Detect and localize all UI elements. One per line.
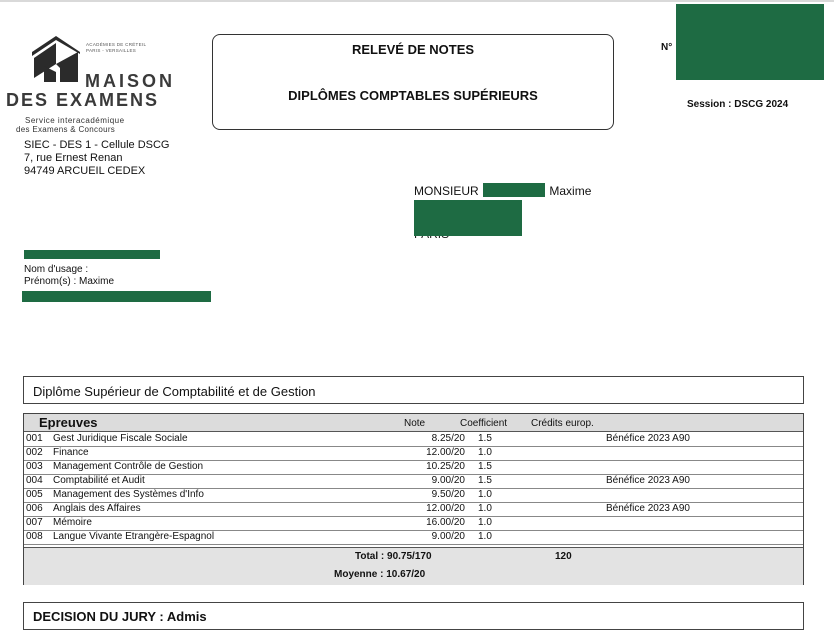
header-note: Note bbox=[404, 418, 426, 429]
row-code: 007 bbox=[26, 517, 43, 528]
row-coef: 1.5 bbox=[478, 433, 492, 444]
redacted-surname bbox=[483, 183, 545, 197]
total-credits: 120 bbox=[555, 551, 572, 562]
row-coef: 1.5 bbox=[478, 475, 492, 486]
diploma-title: Diplôme Supérieur de Comptabilité et de Gestion bbox=[33, 384, 316, 399]
table-row bbox=[24, 488, 803, 503]
row-note: 9.00/20 bbox=[431, 475, 465, 486]
row-name: Gest Juridique Fiscale Sociale bbox=[53, 433, 188, 444]
row-coef: 1.0 bbox=[478, 531, 492, 542]
academies-text: ACADÉMIES DE CRÉTEIL PARIS - VERSAILLES bbox=[86, 42, 147, 53]
sender-line-3: 94749 ARCUEIL CEDEX bbox=[24, 165, 146, 177]
row-note: 16.00/20 bbox=[426, 517, 465, 528]
table-row bbox=[24, 516, 803, 531]
row-coef: 1.0 bbox=[478, 503, 492, 514]
table-row bbox=[24, 474, 803, 489]
row-code: 005 bbox=[26, 489, 43, 500]
diploma-box bbox=[23, 376, 804, 404]
decision-box bbox=[23, 602, 804, 630]
row-code: 003 bbox=[26, 461, 43, 472]
jury-decision: DECISION DU JURY : Admis bbox=[33, 609, 207, 624]
logo-examens-text: DES EXAMENS bbox=[6, 90, 160, 110]
title-box bbox=[212, 34, 614, 130]
row-name: Mémoire bbox=[53, 517, 92, 528]
row-coef: 1.0 bbox=[478, 447, 492, 458]
row-code: 008 bbox=[26, 531, 43, 542]
table-row bbox=[24, 530, 803, 545]
row-note: 12.00/20 bbox=[426, 503, 465, 514]
row-credit: Bénéfice 2023 A90 bbox=[606, 475, 690, 486]
table-header bbox=[24, 414, 803, 432]
row-note: 10.25/20 bbox=[426, 461, 465, 472]
row-note: 8.25/20 bbox=[431, 433, 465, 444]
row-name: Comptabilité et Audit bbox=[53, 475, 145, 486]
sender-line-1: SIEC - DES 1 - Cellule DSCG bbox=[24, 139, 170, 151]
header-epreuves: Epreuves bbox=[39, 415, 98, 430]
row-code: 006 bbox=[26, 503, 43, 514]
table-row bbox=[24, 460, 803, 475]
total-label: Total : 90.75/170 bbox=[355, 551, 432, 562]
top-rule bbox=[0, 0, 834, 2]
row-name: Finance bbox=[53, 447, 89, 458]
recipient-first-name: Maxime bbox=[549, 184, 592, 198]
table-row bbox=[24, 432, 803, 447]
sender-line-2: 7, rue Ernest Renan bbox=[24, 152, 123, 164]
row-name: Anglais des Affaires bbox=[53, 503, 141, 514]
row-code: 002 bbox=[26, 447, 43, 458]
row-code: 004 bbox=[26, 475, 43, 486]
redacted-number bbox=[676, 4, 824, 80]
logo-concours-text: des Examens & Concours bbox=[16, 125, 116, 134]
redacted-birth-info bbox=[22, 291, 211, 302]
redacted-name bbox=[24, 250, 160, 259]
recipient-civility: MONSIEUR bbox=[414, 184, 479, 198]
logo-emblem-icon bbox=[30, 34, 82, 84]
logo-service-text: Service interacadémique bbox=[25, 116, 125, 125]
usage-name-label: Nom d'usage : bbox=[24, 264, 89, 275]
row-name: Langue Vivante Etrangère-Espagnol bbox=[53, 531, 215, 542]
row-credit: Bénéfice 2023 A90 bbox=[606, 503, 690, 514]
row-note: 12.00/20 bbox=[426, 447, 465, 458]
row-coef: 1.5 bbox=[478, 461, 492, 472]
row-note: 9.00/20 bbox=[431, 531, 465, 542]
average-label: Moyenne : 10.67/20 bbox=[334, 569, 426, 580]
row-name: Management Contrôle de Gestion bbox=[53, 461, 204, 472]
results-table bbox=[23, 413, 804, 585]
document-title: RELEVÉ DE NOTES bbox=[351, 42, 475, 57]
logo-maison-text: MAISON bbox=[85, 71, 175, 91]
totals-block bbox=[24, 547, 803, 585]
recipient-name bbox=[414, 183, 591, 198]
header-credits: Crédits europ. bbox=[531, 418, 594, 429]
number-label: N° bbox=[661, 42, 673, 53]
maison-des-examens-logo bbox=[6, 34, 180, 134]
first-names-label: Prénom(s) : Maxime bbox=[24, 276, 115, 287]
redacted-address bbox=[414, 200, 522, 236]
row-name: Management des Systèmes d'Info bbox=[53, 489, 204, 500]
session-label: Session : DSCG 2024 bbox=[687, 99, 789, 110]
row-credit: Bénéfice 2023 A90 bbox=[606, 433, 690, 444]
row-coef: 1.0 bbox=[478, 517, 492, 528]
table-row bbox=[24, 502, 803, 517]
document-subtitle: DIPLÔMES COMPTABLES SUPÉRIEURS bbox=[288, 88, 538, 103]
table-row bbox=[24, 446, 803, 461]
row-code: 001 bbox=[26, 433, 43, 444]
row-coef: 1.0 bbox=[478, 489, 492, 500]
row-note: 9.50/20 bbox=[431, 489, 465, 500]
header-coefficient: Coefficient bbox=[460, 418, 508, 429]
